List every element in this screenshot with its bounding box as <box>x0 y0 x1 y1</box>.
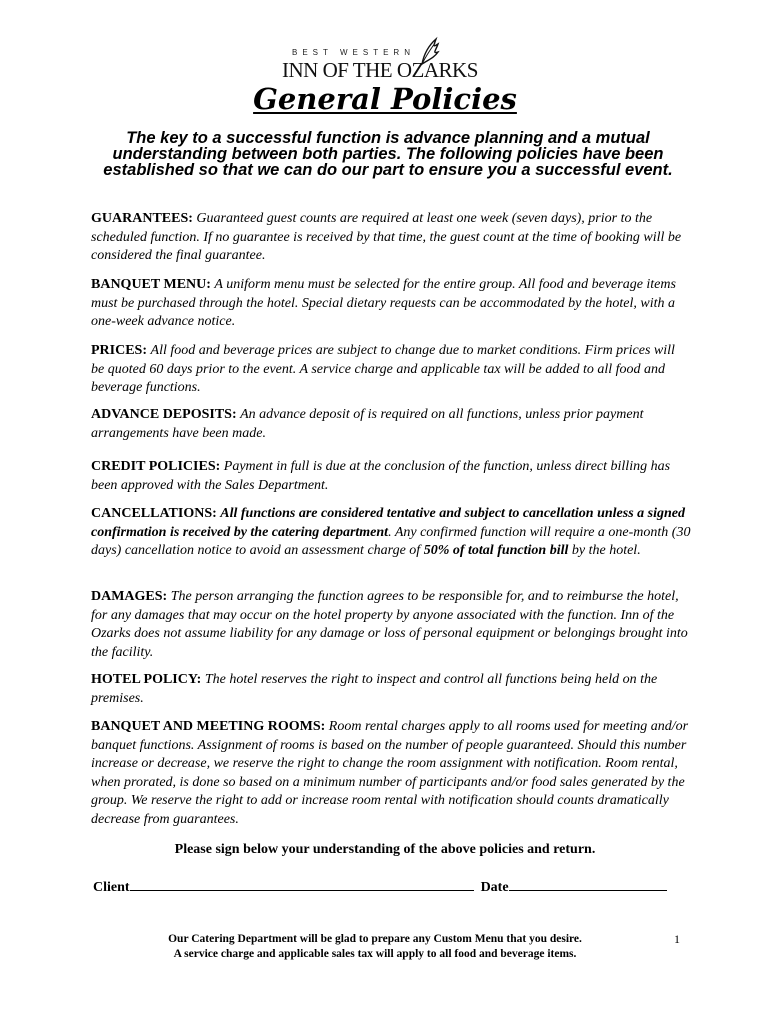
section-damages <box>91 588 691 662</box>
section-body: An advance deposit of is required on all functions, unless prior payment arrangements have been made. <box>91 407 644 441</box>
section-heading: GUARANTEES: <box>91 211 193 226</box>
footer-line-1: Our Catering Department will be glad to prepare any Custom Menu that you desire. <box>168 933 582 945</box>
footer <box>110 932 640 962</box>
section-heading: ADVANCE DEPOSITS: <box>91 407 237 422</box>
section-banquet-rooms <box>91 718 691 829</box>
section-heading: CREDIT POLICIES: <box>91 459 221 474</box>
intro-text: The key to a successful function is advance planning and a mutual understanding between both parties. The following policies have been established so that we can do our part to ensure you a successful event. <box>103 129 673 179</box>
section-body: . Any confirmed function will require a one-month (30 days) cancellation notice to avoid an assessment charge of <box>91 524 691 558</box>
logo-top-text: BEST WESTERN <box>292 48 415 57</box>
signature-line <box>93 876 693 896</box>
section-emphasis-charge: 50% of total function bill <box>423 543 569 558</box>
section-heading: HOTEL POLICY: <box>91 672 202 687</box>
footer-line-2: A service charge and applicable sales tax will apply to all food and beverage items. <box>173 948 577 960</box>
section-advance-deposits <box>91 406 691 443</box>
client-label: Client <box>93 880 130 895</box>
section-prices <box>91 342 691 398</box>
sign-prompt: Please sign below your understanding of the above policies and return. <box>174 842 596 857</box>
section-heading: DAMAGES: <box>91 589 168 604</box>
section-body: All food and beverage prices are subject to change due to market conditions. Firm prices will be quoted 60 days prior to the event. A service charge and applicable tax will be added to all food and beverage functions. <box>91 343 675 395</box>
section-credit-policies <box>91 458 691 495</box>
hotel-logo <box>280 36 490 86</box>
section-body: Room rental charges apply to all rooms used for meeting and/or banquet functions. Assignment of rooms is based on the number of people guaranteed. Should this number increase or decrease, we reserve the right to change the room assignment with notification. Room rental, when prorated, is done so based on a minimum number of participants and/or food sales generated by the group. We reserve the right to add or increase room rental with notification should counts dramatically decrease from guarantees. <box>91 719 689 827</box>
section-heading: CANCELLATIONS: <box>91 506 217 521</box>
section-body: Guaranteed guest counts are required at least one week (seven days), prior to the scheduled function. If no guarantee is received by that time, the guest count at the time of booking will be considered the final guarantee. <box>91 211 682 263</box>
section-heading: BANQUET AND MEETING ROOMS: <box>91 719 326 734</box>
section-body: The hotel reserves the right to inspect and control all functions being held on the premises. <box>91 672 658 706</box>
page-title: General Policies <box>253 82 517 116</box>
section-emphasis: All functions are considered tentative and subject to cancellation unless a signed confirmation is received by the catering department <box>91 506 686 540</box>
section-body: Payment in full is due at the conclusion of the function, unless direct billing has been approved with the Sales Department. <box>91 459 671 493</box>
section-body: A uniform menu must be selected for the entire group. All food and beverage items must be purchased through the hotel. Special dietary requests can be accommodated by the hotel, with a one-week advance notice. <box>91 277 676 329</box>
date-field[interactable] <box>509 876 667 891</box>
section-cancellations <box>91 505 691 561</box>
page-number: 1 <box>674 932 680 946</box>
section-hotel-policy <box>91 671 691 708</box>
section-heading: BANQUET MENU: <box>91 277 211 292</box>
section-heading: PRICES: <box>91 343 148 358</box>
date-label: Date <box>480 880 509 895</box>
section-body: The person arranging the function agrees to be responsible for, and to reimburse the hotel, for any damages that may occur on the hotel property by anyone associated with the function. Inn of the Ozarks does not assume liability for any damage or loss of personal equipment or belongings brought into the facility. <box>91 589 688 660</box>
logo-main-text: INN OF THE OZARKS <box>282 58 478 82</box>
client-signature-field[interactable] <box>130 876 474 891</box>
section-body-end: by the hotel. <box>568 543 641 558</box>
section-guarantees <box>91 210 691 266</box>
section-banquet-menu <box>91 276 691 332</box>
